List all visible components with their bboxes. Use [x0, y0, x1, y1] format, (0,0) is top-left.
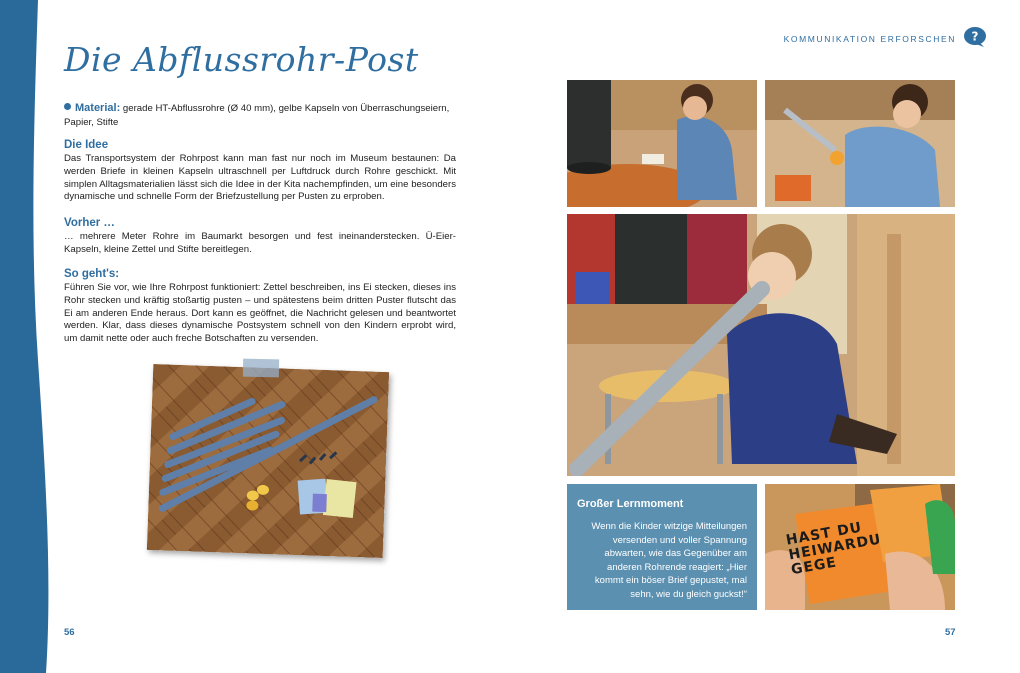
- section-text: … mehrere Meter Rohre im Baumarkt besorgen und fest ineinanderstecken. Ü-Eier-Kapseln, kleine Zettel und Stifte bereitlegen.: [64, 231, 456, 255]
- materials-photo: [147, 364, 389, 558]
- tape-strip: [243, 359, 279, 378]
- svg-text:?: ?: [971, 29, 979, 44]
- left-page-edge-band: [0, 0, 60, 673]
- section-header: KOMMUNIKATION ERFORSCHEN: [783, 34, 956, 44]
- page-number-right: 57: [945, 627, 956, 638]
- section-heading: Die Idee: [64, 139, 109, 151]
- material-text: gerade HT-Abflussrohre (Ø 40 mm), gelbe Kapseln von Überraschungseiern, Papier, Stifte: [64, 103, 450, 128]
- section-heading: Vorher …: [64, 217, 115, 229]
- page-title: Die Abflussrohr-Post: [64, 40, 419, 79]
- section-so-gehts: [64, 268, 456, 346]
- photo-boy-blowing-pipe: [567, 214, 955, 476]
- section-text: Das Transportsystem der Rohrpost kann man fast nur noch im Museum bestaunen: Da werden Briefe in kleinen Kapseln ultraschnell per Luftdruck durch Rohre geschickt. Mit simplen Alltagsmaterialien lässt sich die Idee in der Kita nachempfinden, um eine besonders dynamische und schnelle Form der Briefzustellung per Pusten zu erproben.: [64, 153, 456, 203]
- lernmoment-box: [567, 484, 757, 610]
- section-heading: So geht's:: [64, 268, 120, 280]
- section-idee: [64, 139, 456, 204]
- material-label: Material:: [75, 102, 121, 114]
- section-text: Führen Sie vor, wie Ihre Rohrpost funktioniert: Zettel beschreiben, ins Ei stecken, dieses ins Rohr stecken und kräftig stoßartig pusten – und spätestens beim dritten Puster flutscht das Ei am anderen Ende heraus. Dort kann es geöffnet, die Nachricht gelesen und beantwortet werden. Klar, dass dieses dynamische Postsystem schnell von den Kindern erprobt wird, um damit nette oder auch freche Botschaften zu versenden.: [64, 282, 456, 345]
- section-vorher: [64, 217, 456, 257]
- lernmoment-text: Wenn die Kinder witzige Mitteilungen versenden und voller Spannung abwarten, wie das Gegenüber am anderen Rohrende reagiert: „Hier kommt ein böser Brief gepustet, mal sehn, wie du gleich guckst!“: [591, 521, 747, 600]
- material-line: [64, 101, 456, 130]
- lernmoment-title: Großer Lernmoment: [577, 498, 684, 510]
- photo-boy-at-pipe: [567, 80, 757, 207]
- bullet-dot-icon: [64, 103, 71, 110]
- question-speech-bubble-icon: [963, 26, 987, 48]
- photo-boy-with-capsule: [765, 80, 955, 207]
- page-number-left: 56: [64, 627, 75, 638]
- note-handwriting: HAST DU HEIWARDU GEGE: [784, 519, 883, 579]
